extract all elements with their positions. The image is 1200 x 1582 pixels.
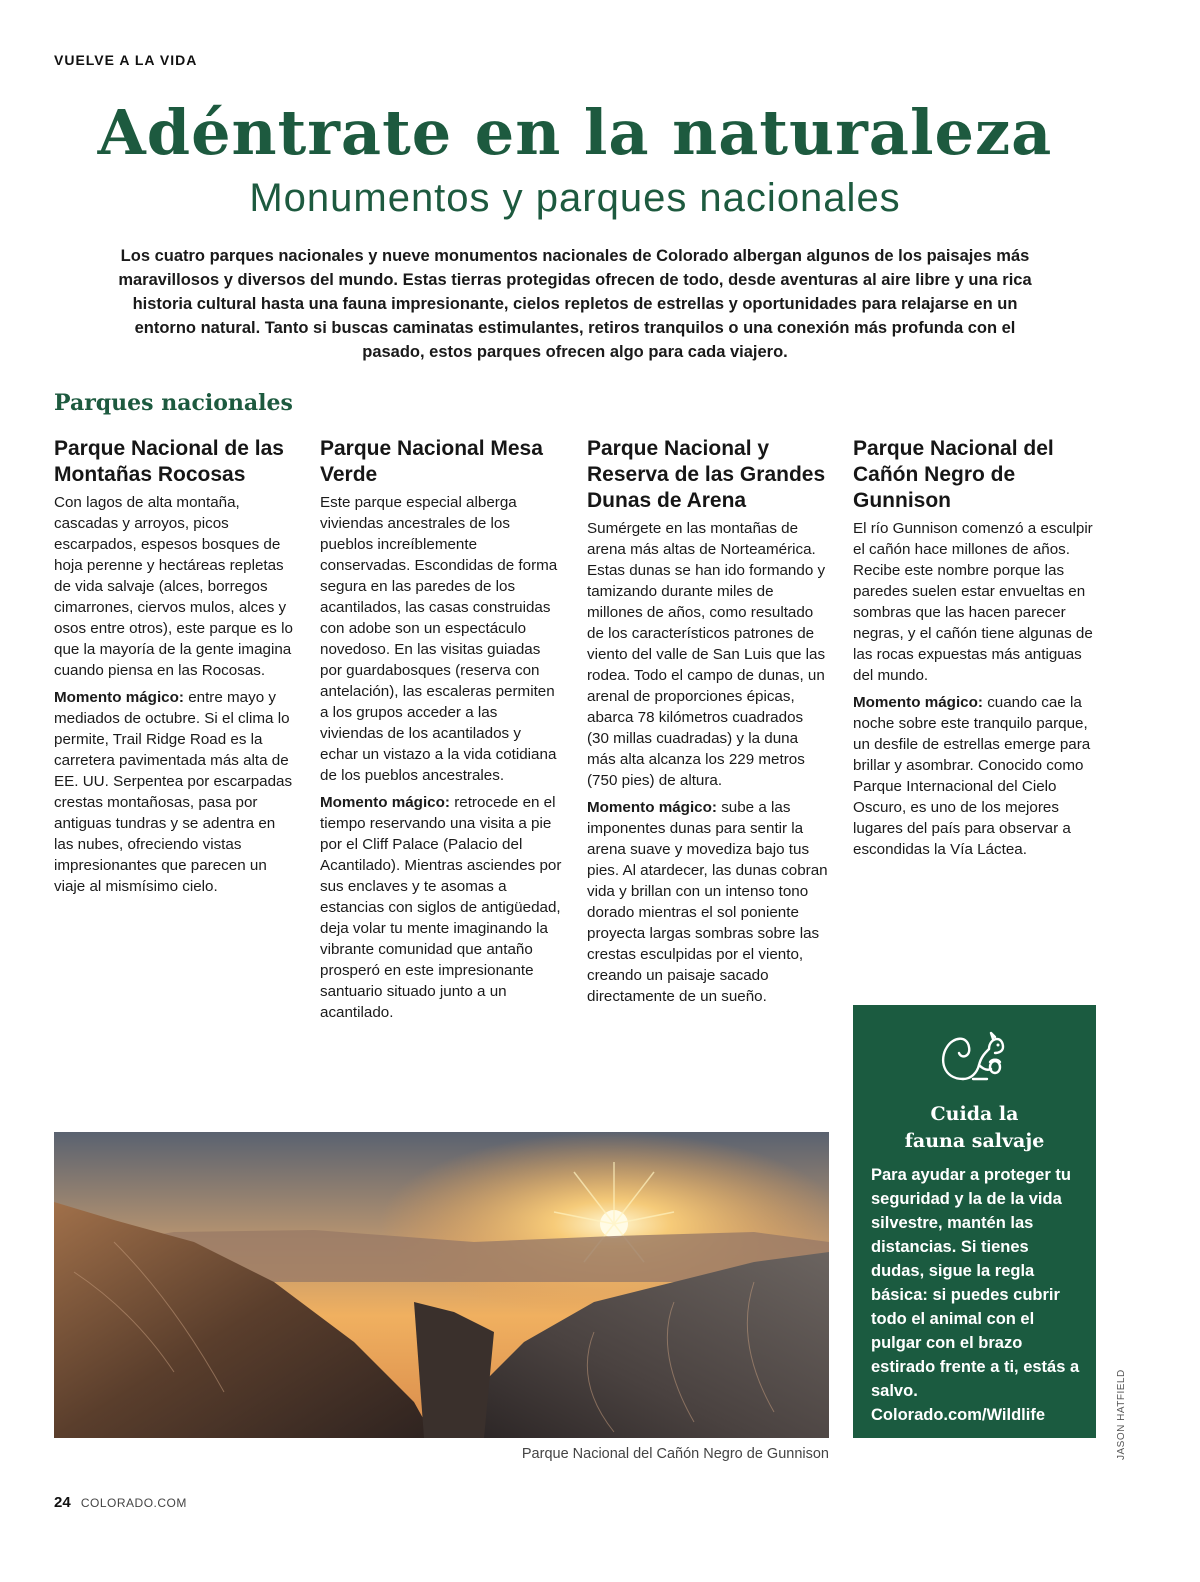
photo-credit: JASON HATFIELD [1116, 1369, 1127, 1460]
park-column-black-canyon [853, 436, 1095, 866]
section-label: VUELVE A LA VIDA [54, 52, 198, 68]
park-column-mesa-verde [320, 436, 562, 1029]
magic-text: entre mayo y mediados de octubre. Si el clima lo permite, Trail Ridge Road es la carretera pavimentada más alta de EE. UU. Serpentea por escarpadas crestas montañosas, pasa por antiguas tundras y se adentra en las nubes, ofreciendo vistas impresionantes que parecen un viaje al mismísimo cielo. [54, 689, 293, 895]
magic-label: Momento mágico: [320, 794, 450, 811]
wildlife-callout [853, 1005, 1096, 1438]
parks-heading: Parques nacionales [54, 390, 293, 416]
callout-title-line2: fauna salvaje [904, 1130, 1045, 1152]
park-magic-moment [54, 687, 296, 897]
park-title: Parque Nacional del Cañón Negro de Gunnison [853, 437, 1054, 512]
callout-body [871, 1163, 1086, 1427]
photo-caption: Parque Nacional del Cañón Negro de Gunnison [521, 1446, 829, 1462]
callout-title-line1: Cuida la [930, 1103, 1019, 1125]
magic-text: retrocede en el tiempo reservando una visita a pie por el Cliff Palace (Palacio del Acantilado). Mientras asciendes por sus enclaves y te asomas a estancias con siglos de antigüedad, deja volar tu mente imaginando la vibrante comunidad que antaño prosperó en este impresionante santuario situado junto a un acantilado. [320, 794, 562, 1021]
park-magic-moment [320, 792, 562, 1023]
park-title: Parque Nacional y Reserva de las Grandes Dunas de Arena [587, 437, 826, 512]
canyon-sunset-photo [54, 1132, 829, 1438]
magic-text: sube a las imponentes dunas para sentir la arena suave y movediza bajo tus pies. Al atardecer, las dunas cobran vida y brillan con un intenso tono dorado mientras el sol poniente proyecta largas sombras sobre las crestas esculpidas por el viento, creando un paisaje sacado directamente de un sueño. [587, 799, 828, 1005]
wildlife-link[interactable]: Colorado.com/Wildlife [871, 1406, 1046, 1424]
park-column-rocky-mountain [54, 436, 296, 903]
park-title: Parque Nacional de las Montañas Rocosas [54, 437, 284, 486]
page-subtitle: Monumentos y parques nacionales [249, 176, 901, 220]
intro-paragraph: Los cuatro parques nacionales y nueve monumentos nacionales de Colorado albergan algunos de los paisajes más maravillosos y diversos del mundo. Estas tierras protegidas ofrecen de todo, desde aventuras al aire libre y una rica historia cultural hasta una fauna impresionante, cielos repletos de estrellas y oportunidades para relajarse en un entorno natural. Tanto si buscas caminatas estimulantes, retiros tranquilos o una conexión más profunda con el pasado, estos parques ofrecen algo para cada viajero. [118, 247, 1032, 361]
page-title: Adéntrate en la naturaleza [97, 96, 1053, 169]
park-description: Con lagos de alta montaña, cascadas y arroyos, picos escarpados, espesos bosques de hoja perenne y hectáreas repletas de vida salvaje (alces, borregos cimarrones, ciervos mulos, alces y osos entre otros), este parque es lo que la mayoría de la gente imagina cuando piensa en las Rocosas. [54, 494, 293, 679]
magic-text: cuando cae la noche sobre este tranquilo parque, un desfile de estrellas emerge para brillar y asombrar. Conocido como Parque Internacional del Cielo Oscuro, es uno de los mejores lugares del país para observar a escondidas la Vía Láctea. [853, 694, 1091, 858]
park-description: Este parque especial alberga viviendas ancestrales de los pueblos increíblemente conservadas. Escondidas de forma segura en las paredes de los acantilados, las casas construidas con adobe son un espectáculo novedoso. En las visitas guiadas por guardabosques (reserva con antelación), las escaleras permiten a los grupos acceder a las viviendas de los acantilados y echar un vistazo a la vida cotidiana de los pueblos ancestrales. [320, 494, 558, 784]
callout-title [853, 1101, 1096, 1155]
park-magic-moment [587, 797, 829, 1007]
magic-label: Momento mágico: [853, 694, 983, 711]
park-description: El río Gunnison comenzó a esculpir el cañón hace millones de años. Recibe este nombre porque las paredes suelen estar envueltas en sombras que las hacen parecer negras, y el cañón tiene algunas de las rocas expuestas más antiguas del mundo. [853, 520, 1093, 684]
park-column-great-sand-dunes [587, 436, 829, 1013]
page-number: 24 [54, 1494, 71, 1511]
canyon-photo-illustration [54, 1132, 829, 1438]
callout-text: Para ayudar a proteger tu seguridad y la de la vida silvestre, mantén las distancias. Si tienes dudas, sigue la regla básica: si puedes cubrir todo el animal con el pulgar con el brazo estirado frente a ti, estás a salvo. [871, 1166, 1080, 1400]
squirrel-icon [937, 1025, 1013, 1085]
park-magic-moment [853, 692, 1095, 860]
park-title: Parque Nacional Mesa Verde [320, 437, 543, 486]
footer [54, 1494, 187, 1511]
magic-label: Momento mágico: [54, 689, 184, 706]
footer-site: COLORADO.COM [80, 1496, 187, 1510]
magic-label: Momento mágico: [587, 799, 717, 816]
park-description: Sumérgete en las montañas de arena más altas de Norteamérica. Estas dunas se han ido formando y tamizando durante miles de millones de años, como resultado de los característicos patrones de viento del valle de San Luis que las rodea. Todo el campo de dunas, un arenal de proporciones épicas, abarca 78 kilómetros cuadrados (30 millas cuadradas) y la duna más alta alcanza los 229 metros (750 pies) de altura. [587, 520, 826, 789]
